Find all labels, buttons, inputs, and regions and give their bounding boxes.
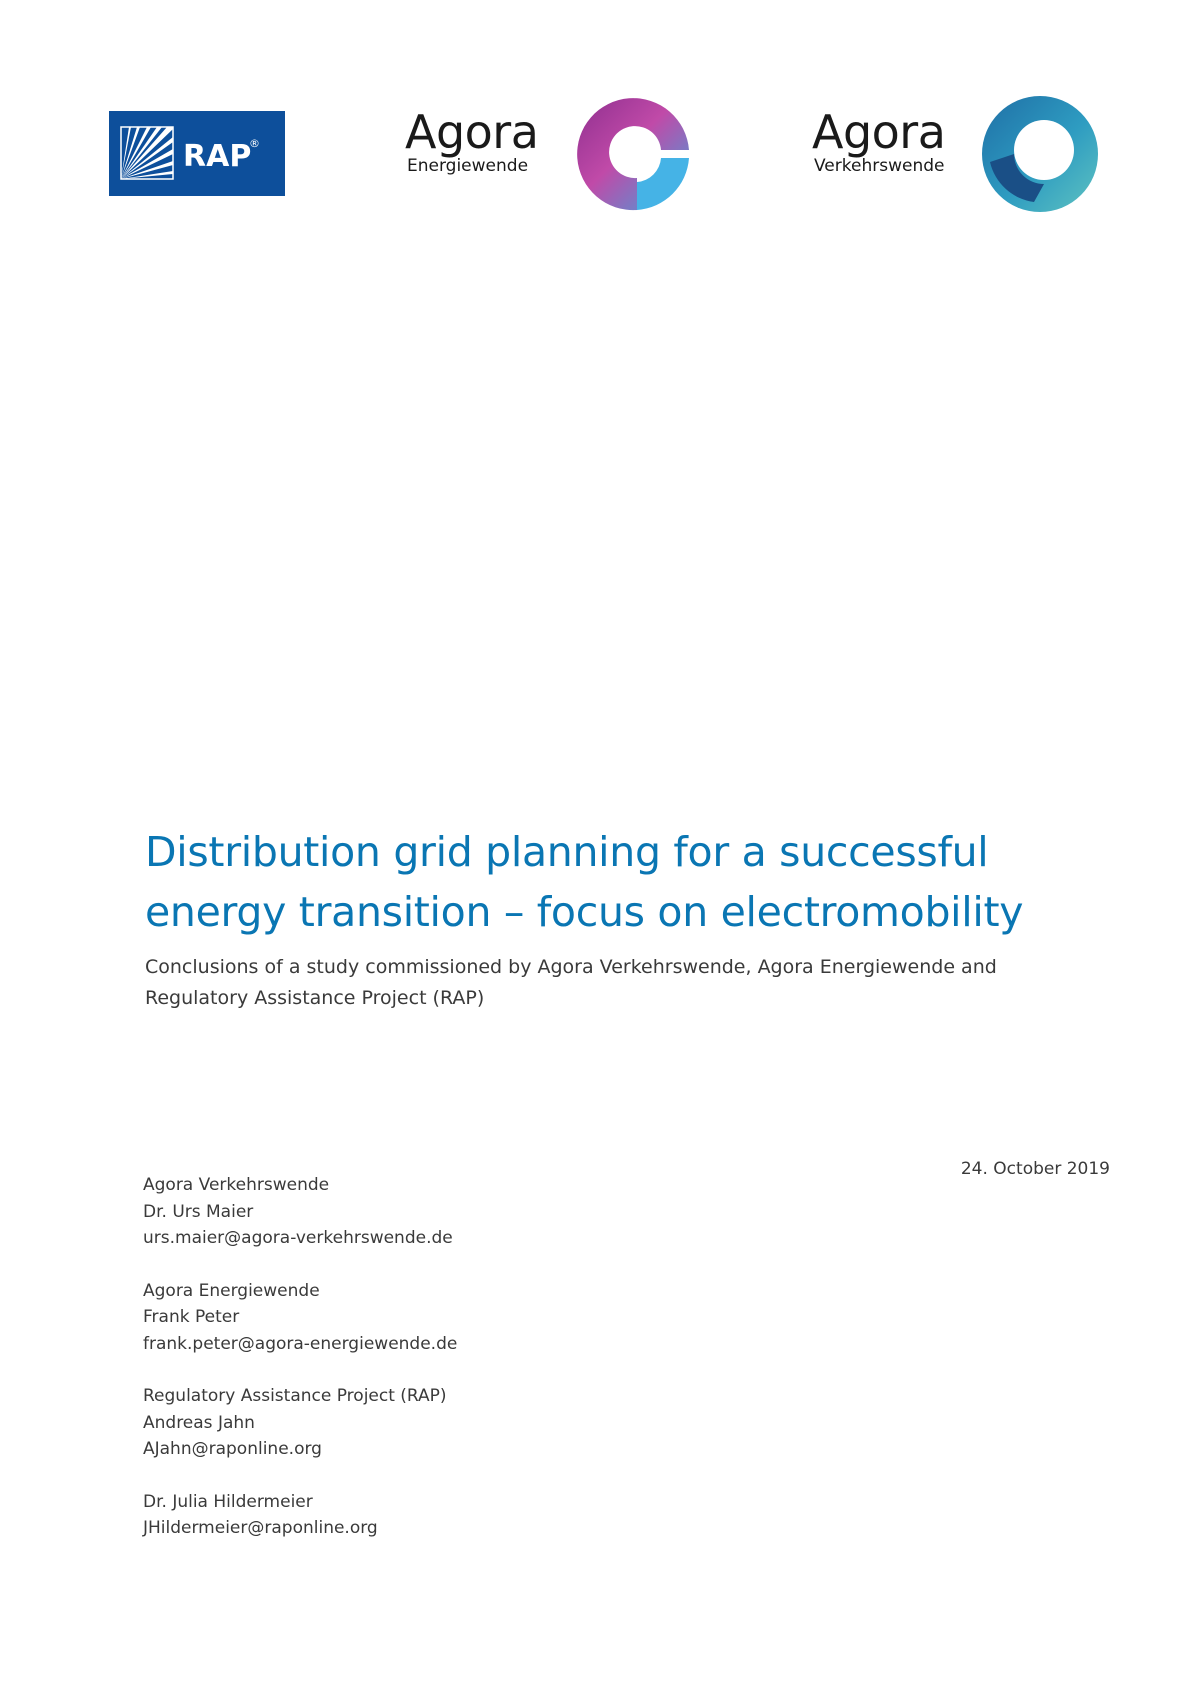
contact-block-rap-second: [143, 1489, 743, 1542]
contact-organization: Agora Energiewende: [143, 1280, 320, 1301]
agora-energiewende-logo: [405, 92, 695, 216]
contact-email[interactable]: urs.maier@agora-verkehrswende.de: [143, 1228, 453, 1248]
agora-verkehrswende-brand: Agora: [812, 105, 946, 159]
contact-person: Frank Peter: [143, 1307, 240, 1327]
document-date: 24. October 2019: [960, 1159, 1110, 1179]
rap-sunburst-icon: [121, 127, 173, 179]
contact-person: Dr. Julia Hildermeier: [143, 1491, 313, 1512]
document-title-line1: Distribution grid planning for a successful: [145, 828, 989, 876]
agora-verkehrswende-logo: [812, 92, 1112, 216]
agora-energiewende-sub: Energiewende: [407, 156, 529, 176]
document-title-line2: energy transition – focus on electromobility: [145, 888, 1024, 936]
document-subtitle-line1: Conclusions of a study commissioned by Agora Verkehrswende, Agora Energiewende and: [145, 956, 997, 978]
agora-energiewende-brand: Agora: [405, 105, 539, 159]
agora-energiewende-swirl-icon: [571, 92, 695, 220]
contact-organization: Regulatory Assistance Project (RAP): [143, 1386, 447, 1406]
document-subtitle: [145, 952, 1105, 1014]
agora-verkehrswende-ring-icon: [978, 92, 1102, 220]
contact-block-agora-verkehrswende: [143, 1172, 743, 1252]
contact-email[interactable]: JHildermeier@raponline.org: [143, 1518, 378, 1538]
document-subtitle-line2: Regulatory Assistance Project (RAP): [145, 987, 485, 1009]
contact-person: Dr. Urs Maier: [143, 1201, 254, 1222]
contact-block-agora-energiewende: [143, 1278, 743, 1358]
document-title: [145, 822, 1125, 942]
agora-verkehrswende-sub: Verkehrswende: [814, 156, 945, 176]
rap-logo: [109, 111, 285, 196]
rap-registered-mark: ®: [249, 137, 260, 150]
contact-person: Andreas Jahn: [143, 1412, 255, 1433]
contact-list: [143, 1172, 743, 1568]
contact-email[interactable]: AJahn@raponline.org: [143, 1439, 322, 1459]
contact-block-rap: [143, 1383, 743, 1463]
contact-email[interactable]: frank.peter@agora-energiewende.de: [143, 1333, 458, 1354]
rap-logo-text: RAP: [183, 139, 252, 174]
contact-organization: Agora Verkehrswende: [143, 1175, 330, 1195]
